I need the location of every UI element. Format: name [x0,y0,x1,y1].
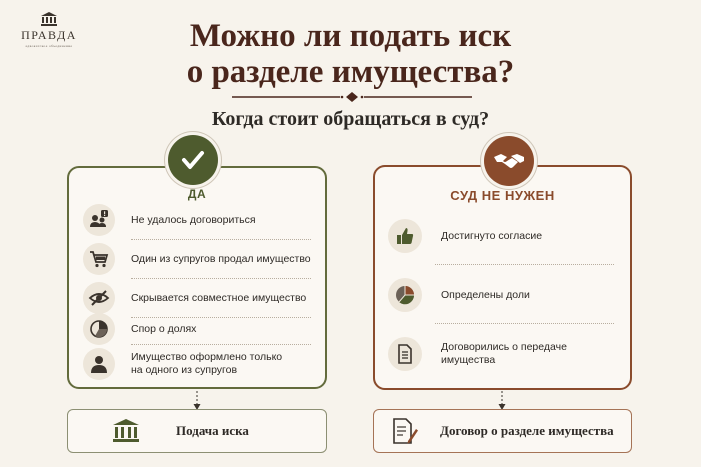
divider [435,264,614,265]
subtitle: Когда стоит обращаться в суд? [211,108,490,130]
yes-panel-title: ДА [187,187,207,201]
result-file-lawsuit [67,409,327,453]
down-arrow-icon [193,391,201,411]
pie-chart-icon [83,313,115,345]
checkmark-icon [168,135,218,185]
result-agreement [373,409,632,453]
title-line-1: Можно ли подать иск [189,18,512,54]
title-ornament [232,92,472,102]
divider [131,239,311,240]
list-item [83,282,313,314]
thumbs-up-icon [388,219,422,253]
divider [131,344,311,345]
yes-item-text: Скрывается совместное имущество [131,291,307,304]
shopping-cart-icon [83,243,115,275]
courthouse-icon [112,418,140,444]
yes-item-text: Спор о долях [131,322,197,335]
yes-item-text: Один из супругов продал имущество [131,252,311,265]
list-item [83,243,313,275]
no-panel-title: СУД НЕ НУЖЕН [450,188,555,203]
list-item [388,337,618,371]
yes-item-text: Имущество оформлено только на одного из супругов [131,351,283,376]
pie-chart-icon [388,278,422,312]
logo-subtitle: адвокатское объединение [25,44,73,48]
list-item [388,278,618,312]
list-item [388,219,618,253]
no-item-text: Достигнуто согласие [441,229,543,242]
person-icon [83,348,115,380]
eye-crossed-icon [83,282,115,314]
result-yes-text: Подача иска [176,423,249,438]
list-item [83,348,313,380]
contract-pen-icon [390,417,418,445]
page-title [0,18,701,90]
divider [131,278,311,279]
no-item-text: Определены доли [441,288,530,301]
handshake-icon [484,136,534,186]
people-alert-icon [83,204,115,236]
logo-name: ПРАВДА [21,28,77,42]
no-item-text: Договорились о передаче имущества [441,341,567,366]
yes-panel [67,166,327,389]
down-arrow-icon [498,391,506,411]
list-item [83,313,313,345]
document-icon [388,337,422,371]
title-line-2: о разделе имущества? [186,54,515,90]
divider [435,323,614,324]
list-item [83,204,313,236]
yes-item-text: Не удалось договориться [131,213,256,226]
result-no-text: Договор о разделе имущества [440,423,614,438]
no-panel [373,165,632,390]
